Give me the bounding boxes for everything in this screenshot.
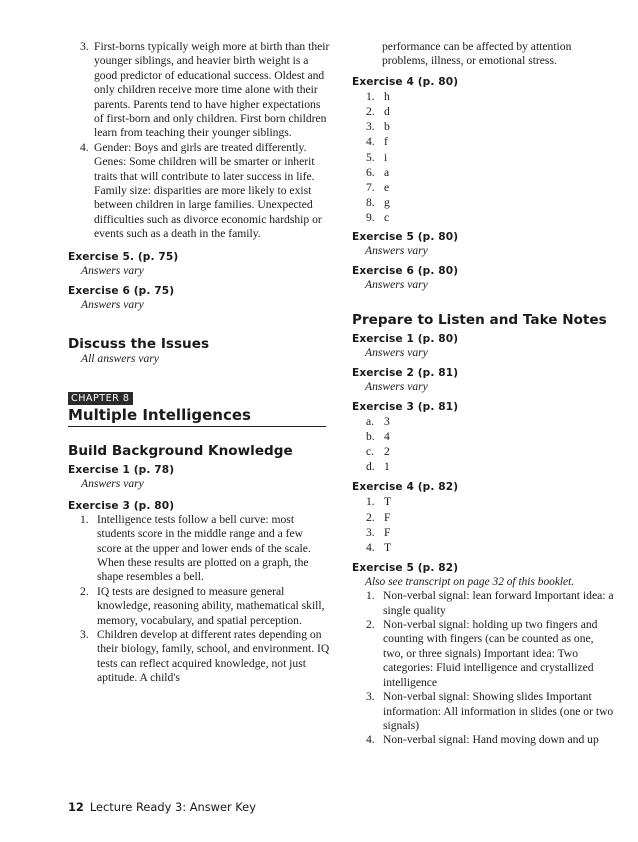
prepare-exercise-4-answer-list — [352, 494, 614, 555]
list-item — [366, 525, 614, 540]
answer-note: Answers vary — [365, 243, 428, 257]
list-item — [366, 733, 614, 747]
list-item — [366, 429, 614, 444]
exercise-heading: Exercise 5. (p. 75) — [68, 250, 179, 263]
item-text: IQ tests are designed to measure general knowledge, reasoning ability, mathematical skill, memory, vocabulary, and spatial perception. — [97, 584, 325, 627]
item-text: T — [384, 495, 392, 509]
answer-note: Answers vary — [365, 379, 428, 393]
item-number: 3. — [366, 525, 375, 539]
list-item — [366, 195, 614, 210]
answer-note: Answers vary — [81, 263, 144, 277]
item-text: g — [384, 196, 390, 210]
item-number: 3. — [366, 120, 375, 134]
item-number: b. — [366, 429, 375, 443]
item-text: 4 — [384, 429, 390, 443]
item-number: 3. — [366, 690, 375, 704]
list-item — [80, 40, 330, 141]
item-number: 4. — [80, 140, 89, 154]
prepare-exercise-3-answer-list — [352, 414, 614, 475]
list-item — [366, 459, 614, 474]
item-number: 4. — [366, 541, 375, 555]
transcript-note: Also see transcript on page 32 of this booklet. — [365, 576, 575, 589]
page-number: 12 — [68, 800, 84, 814]
list-item — [80, 628, 330, 686]
item-number: 8. — [366, 196, 375, 210]
list-item — [80, 585, 330, 628]
item-text: Gender: Boys and girls are treated differently. Genes: Some children will be smarter or inherit traits that will contribute to later success in life. Family size: disparities are more likely to exist between children in large families. Unexpected difficulties such as divorce economic hardship or events such as a death in the family. — [94, 140, 322, 241]
exercise-heading: Exercise 3 (p. 81) — [352, 400, 459, 413]
answer-note: All answers vary — [81, 351, 159, 365]
item-text: Children develop at different rates depending on their biology, family, school, and environment. IQ tests can reflect acquired knowledge, not just aptitude. A child's — [97, 627, 330, 685]
exercise-heading: Exercise 2 (p. 81) — [352, 366, 459, 379]
item-number: a. — [366, 414, 375, 428]
item-number: 9. — [366, 211, 375, 225]
chapter-title: Multiple Intelligences — [68, 406, 326, 427]
exercise-3-answer-list — [68, 513, 330, 686]
prepare-exercise-5-answer-list — [352, 589, 614, 747]
item-text: c — [384, 211, 390, 225]
exercise-heading: Exercise 6 (p. 75) — [68, 284, 175, 297]
exercise-heading: Exercise 5 (p. 82) — [352, 562, 459, 575]
chapter-badge: CHAPTER 8 — [68, 392, 133, 405]
item-text: T — [384, 541, 392, 555]
answer-note: Answers vary — [365, 277, 428, 291]
item-text: i — [384, 150, 388, 164]
exercise-heading: Exercise 4 (p. 82) — [352, 481, 459, 494]
right-column — [352, 40, 614, 748]
item-number: d. — [366, 460, 375, 474]
list-item — [80, 513, 330, 585]
section-title: Prepare to Listen and Take Notes — [352, 311, 607, 328]
list-item — [366, 494, 614, 509]
item-text: 2 — [384, 445, 390, 459]
item-text: Intelligence tests follow a bell curve: most students score in the middle range and a few score at the upper and lower ends of the scale. When these results are plotted on a graph, the shape resembles a bell. — [97, 512, 311, 584]
exercise-heading: Exercise 5 (p. 80) — [352, 230, 459, 243]
item-text: Non-verbal signal: holding up two fingers and counting with fingers (can be counted as one, two, or three signals) Important idea: Two categories: Fluid intelligence and crystallized intelligence — [383, 618, 598, 689]
item-number: 7. — [366, 181, 375, 195]
section-title: Build Background Knowledge — [68, 442, 293, 459]
item-number: 4. — [366, 135, 375, 149]
item-text: F — [384, 510, 391, 524]
list-item — [366, 444, 614, 459]
item-text: e — [384, 181, 390, 195]
item-number: 1. — [366, 89, 375, 103]
item-number: c. — [366, 445, 375, 459]
item-number: 6. — [366, 165, 375, 179]
list-item — [366, 414, 614, 429]
item-number: 1. — [366, 589, 375, 603]
item-text: Non-verbal signal: lean forward Important idea: a single quality — [383, 589, 614, 617]
list-item — [366, 618, 614, 690]
answer-note: Answers vary — [365, 345, 428, 359]
item-text: Non-verbal signal: Hand moving down and up — [383, 733, 599, 747]
answer-note: Answers vary — [81, 476, 144, 490]
list-item — [366, 104, 614, 119]
list-item — [366, 210, 614, 225]
item-text: 1 — [384, 460, 390, 474]
exercise-heading: Exercise 4 (p. 80) — [352, 75, 459, 88]
item-number: 3. — [80, 40, 89, 53]
exercise-heading: Exercise 1 (p. 78) — [68, 463, 175, 476]
page-footer — [68, 800, 256, 814]
item-text: First-borns typically weigh more at birth than their younger siblings, and heavier birth weight is a good predictor of educational success. Oldest and only children receive more time alone with their parents. Parents tend to have higher expectations of first-born and only children. First born children learn from teaching their younger siblings. — [94, 40, 330, 140]
item-text: d — [384, 105, 390, 119]
list-item — [366, 510, 614, 525]
item-text: a — [384, 165, 390, 179]
exercise-4-answer-list — [352, 89, 614, 226]
item-number: 4. — [366, 733, 375, 747]
item-text: f — [384, 135, 388, 149]
exercise-heading: Exercise 3 (p. 80) — [68, 499, 175, 512]
footer-title: Lecture Ready 3: Answer Key — [89, 800, 256, 814]
item-number: 3. — [80, 627, 89, 641]
section-title: Discuss the Issues — [68, 335, 210, 352]
item-text: F — [384, 525, 391, 539]
exercise-heading: Exercise 6 (p. 80) — [352, 264, 459, 277]
item-number: 2. — [80, 584, 89, 598]
answer-note: Answers vary — [81, 297, 144, 311]
exercise-heading: Exercise 1 (p. 80) — [352, 332, 459, 345]
continued-answer-text: performance can be affected by attention problems, illness, or emotional stress. — [382, 40, 572, 68]
list-item — [366, 89, 614, 104]
item-text: 3 — [384, 414, 390, 428]
list-item — [366, 589, 614, 618]
list-item — [366, 150, 614, 165]
list-item — [366, 180, 614, 195]
item-text: h — [384, 89, 390, 103]
list-item — [80, 141, 330, 242]
item-number: 5. — [366, 150, 375, 164]
item-text: Non-verbal signal: Showing slides Important information: All information in slides (one or two signals) — [383, 690, 614, 732]
item-number: 1. — [366, 495, 375, 509]
list-item — [366, 540, 614, 555]
list-item — [366, 165, 614, 180]
item-number: 2. — [366, 510, 375, 524]
list-item — [366, 690, 614, 733]
item-number: 2. — [366, 105, 375, 119]
list-item — [366, 134, 614, 149]
item-number: 1. — [80, 512, 89, 526]
continued-answer-list — [68, 40, 330, 242]
item-number: 2. — [366, 618, 375, 632]
item-text: b — [384, 120, 390, 134]
left-column — [68, 40, 330, 686]
list-item — [366, 119, 614, 134]
